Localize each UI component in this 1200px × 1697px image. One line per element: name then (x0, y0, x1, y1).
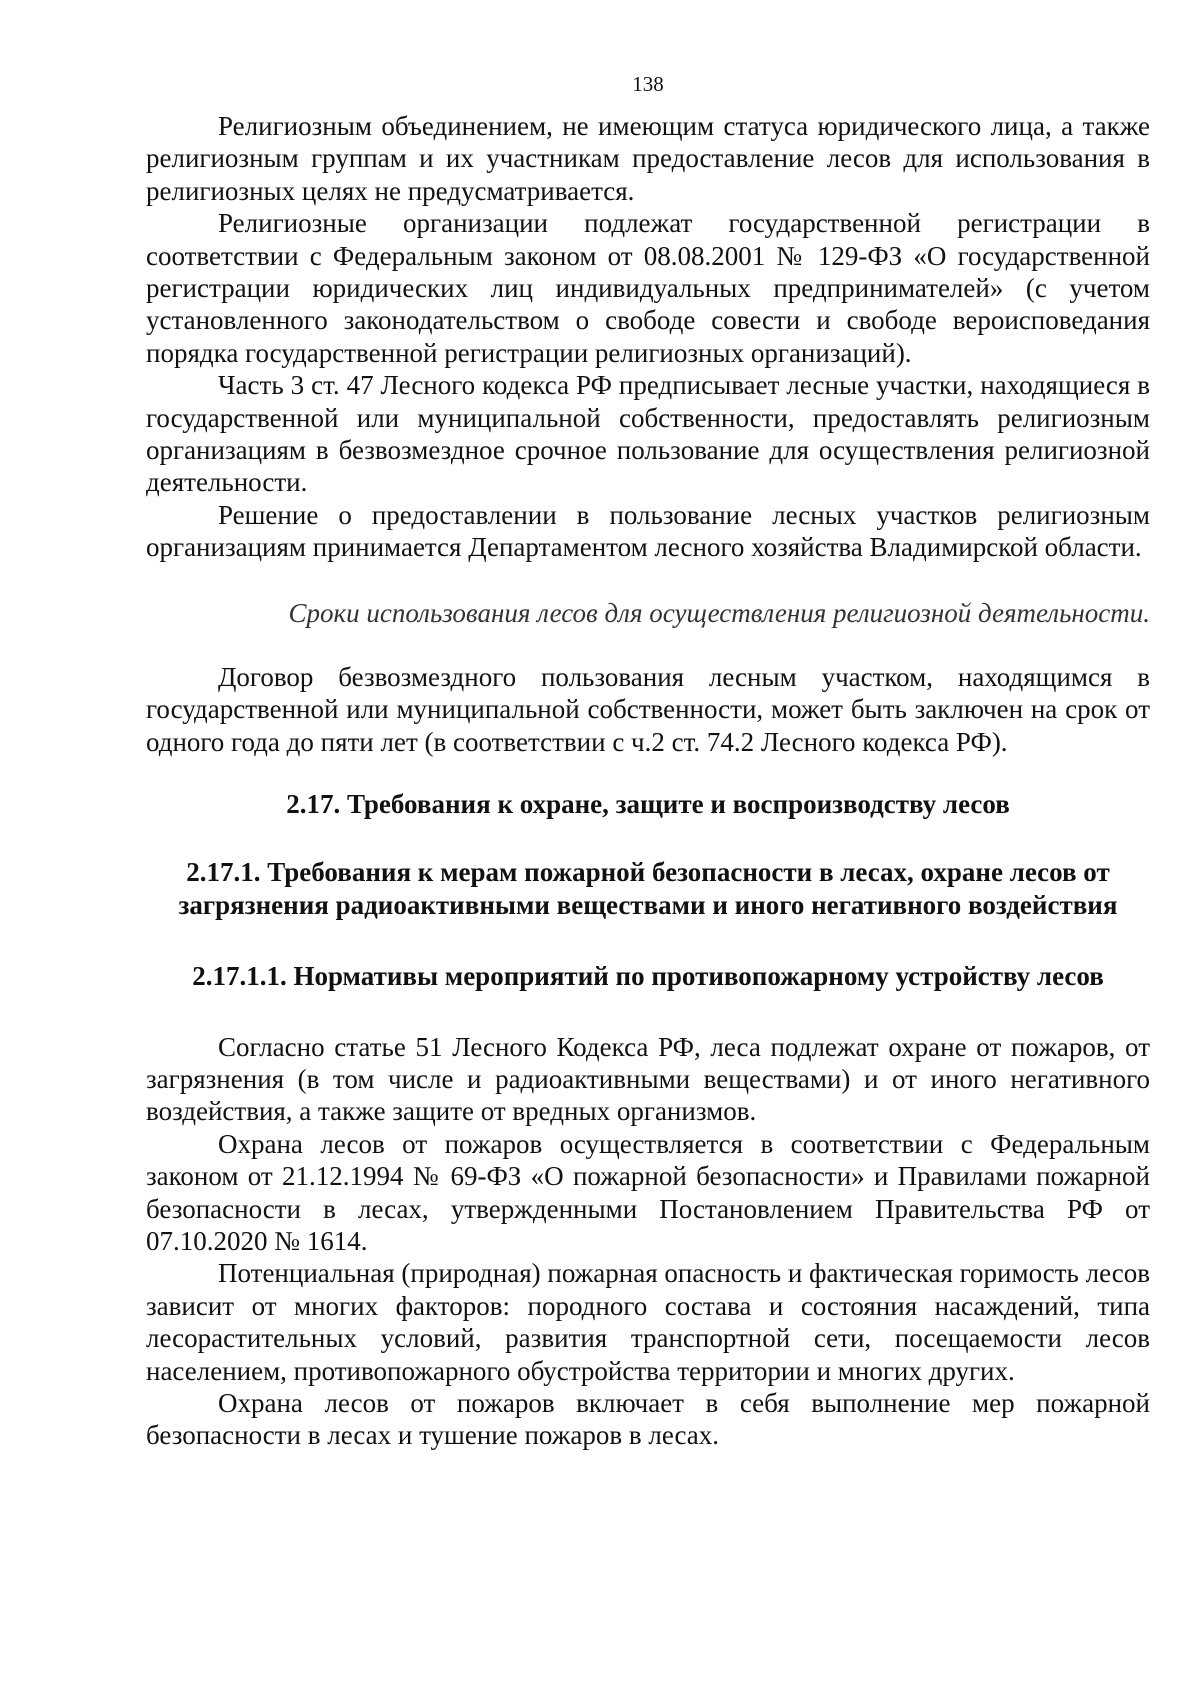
paragraph-fire-hazard-factors: Потенциальная (природная) пожарная опасность и фактическая горимость лесов зависит от многих факторов: породного состава и состояния насаждений, типа лесорастительных условий, развития транспортной сети, посещаемости лесов населением, противопожарного обустройства территории и многих других. (146, 1258, 1150, 1386)
section-heading-2-17: 2.17. Требования к охране, защите и воспроизводству лесов (286, 788, 1010, 819)
paragraph-religious-associations: Религиозным объединением, не имеющим статуса юридического лица, а также религиозным группам и их участникам предоставление лесов для использования в религиозных целях не предусматривается. (146, 111, 1150, 206)
paragraph-religious-registration: Религиозные организации подлежат государственной регистрации в соответствии с Федеральным законом от 08.08.2001 № 129-ФЗ «О государственной регистрации юридических лиц индивидуальных предпринимателей» (с учетом установленного законодательством о свободе совести и свободе вероисповедания порядка государственной регистрации религиозных организаций). (146, 208, 1150, 368)
document-page (146, 70, 1150, 1452)
paragraph-article-51: Согласно статье 51 Лесного Кодекса РФ, леса подлежат охране от пожаров, от загрязнения (в том числе и радиоактивными веществами) и от иного негативного воздействия, а также защите от вредных организмов. (146, 1031, 1150, 1127)
paragraph-fire-safety-law: Охрана лесов от пожаров осуществляется в соответствии с Федеральным законом от 21.12.1994 № 69-ФЗ «О пожарной безопасности» и Правилами пожарной безопасности в лесах, утвержденными Постановлением Правительства РФ от 07.10.2020 № 1614. (146, 1128, 1150, 1256)
page-number: 138 (632, 72, 664, 96)
paragraph-free-use-contract: Договор безвозмездного пользования лесным участком, находящимся в государственной или муниципальной собственности, может быть заключен на срок от одного года до пяти лет (в соответствии с ч.2 ст. 74.2 Лесного кодекса РФ). (146, 661, 1150, 757)
italic-subheading-terms: Сроки использования лесов для осуществления религиозной деятельности. (288, 597, 1150, 628)
paragraph-forest-code-article-47: Часть 3 ст. 47 Лесного кодекса РФ предписывает лесные участки, находящиеся в государственной или муниципальной собственности, предоставлять религиозным организациям в безвозмездное срочное пользование для осуществления религиозной деятельности. (146, 370, 1150, 498)
section-heading-2-17-1-1: 2.17.1.1. Нормативы мероприятий по противопожарному устройству лесов (192, 961, 1104, 992)
paragraph-fire-protection-scope: Охрана лесов от пожаров включает в себя выполнение мер пожарной безопасности в лесах и тушение пожаров в лесах. (146, 1388, 1150, 1451)
paragraph-department-decision: Решение о предоставлении в пользование лесных участков религиозным организациям принимается Департаментом лесного хозяйства Владимирской области. (146, 499, 1150, 563)
section-heading-2-17-1: 2.17.1. Требования к мерам пожарной безопасности в лесах, охране лесов от загрязнения радиоактивными веществами и иного негативного воздействия (178, 857, 1118, 920)
